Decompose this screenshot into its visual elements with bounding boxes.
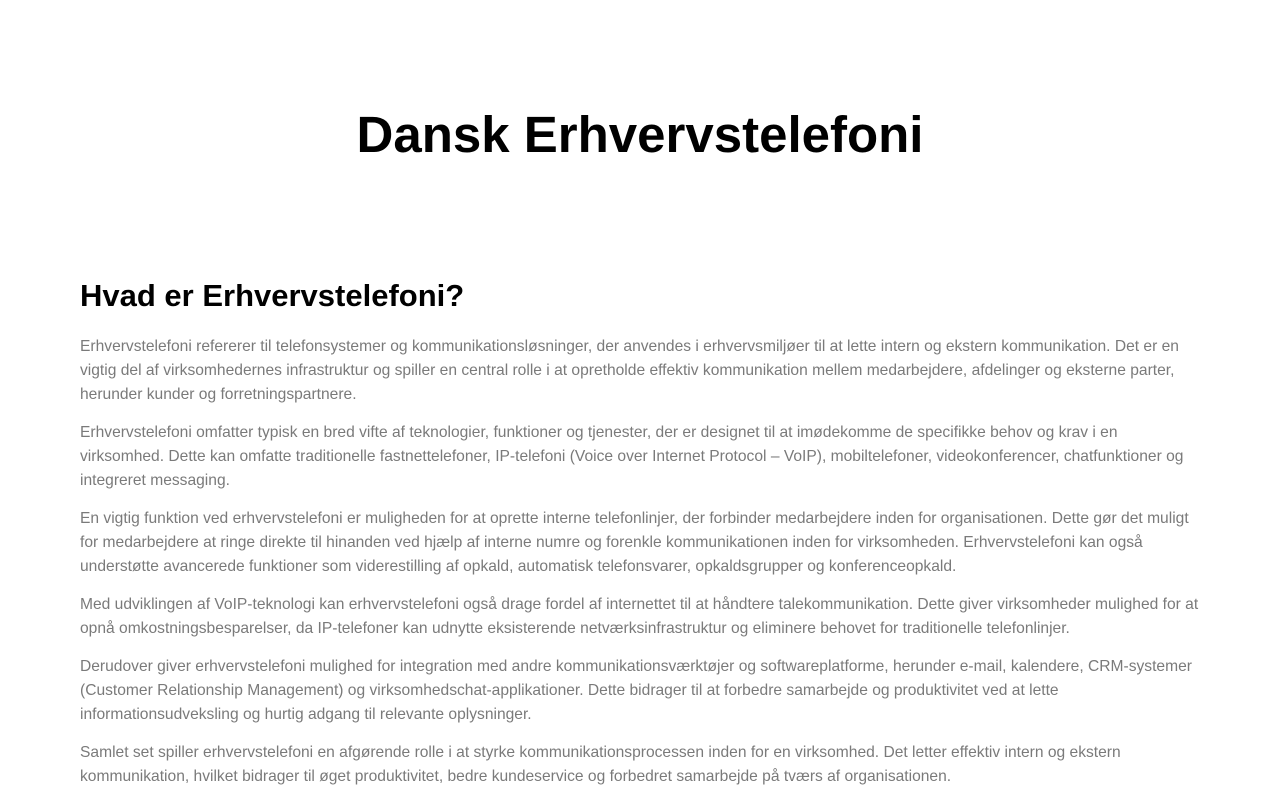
section-heading: Hvad er Erhvervstelefoni? <box>80 278 465 313</box>
paragraph-2: Erhvervstelefoni omfatter typisk en bred vifte af teknologier, funktioner og tjenester, der er designet til at imødekomme de specifikke behov og krav i en virksomhed. Dette kan omfatte traditionelle fastnettelefoner, IP-telefoni (Voice over Internet Protocol – VoIP), mobiltelefoner, videokonferencer, chatfunktioner og integreret messaging. <box>80 424 1184 489</box>
paragraph-6: Samlet set spiller erhvervstelefoni en afgørende rolle i at styrke kommunikationsprocessen inden for en virksomhed. Det letter effektiv intern og ekstern kommunikation, hvilket bidrager til øget produktivitet, bedre kundeservice og forbedret samarbejde på tværs af organisationen. <box>80 744 1121 785</box>
paragraph-1: Erhvervstelefoni refererer til telefonsystemer og kommunikationsløsninger, der anvendes i erhvervsmiljøer til at lette intern og ekstern kommunikation. Det er en vigtig del af virksomhedernes infrastruktur og spiller en central rolle i at opretholde effektiv kommunikation mellem medarbejdere, afdelinger og eksterne parter, herunder kunder og forretningspartnere. <box>80 338 1179 403</box>
paragraph-3: En vigtig funktion ved erhvervstelefoni er muligheden for at oprette interne telefonlinjer, der forbinder medarbejdere inden for organisationen. Dette gør det muligt for medarbejdere at ringe direkte til hinanden ved hjælp af interne numre og forenkle kommunikationen inden for virksomheden. Erhvervstelefoni kan også understøtte avancerede funktioner som viderestilling af opkald, automatisk telefonsvarer, opkaldsgrupper og konferenceopkald. <box>80 510 1189 575</box>
paragraph-4: Med udviklingen af VoIP-teknologi kan erhvervstelefoni også drage fordel af internettet til at håndtere talekommunikation. Dette giver virksomheder mulighed for at opnå omkostningsbesparelser, da IP-telefoner kan udnytte eksisterende netværksinfrastruktur og eliminere behovet for traditionelle telefonlinjer. <box>80 596 1199 637</box>
article-content <box>80 275 1200 800</box>
hero-section <box>0 100 1280 170</box>
paragraph-5: Derudover giver erhvervstelefoni mulighed for integration med andre kommunikationsværktøjer og softwareplatforme, herunder e-mail, kalendere, CRM-systemer (Customer Relationship Management) og virksomhedschat-applikationer. Dette bidrager til at forbedre samarbejde og produktivitet ved at lette informationsudveksling og hurtig adgang til relevante oplysninger. <box>80 658 1192 723</box>
page-title: Dansk Erhvervstelefoni <box>356 106 924 163</box>
